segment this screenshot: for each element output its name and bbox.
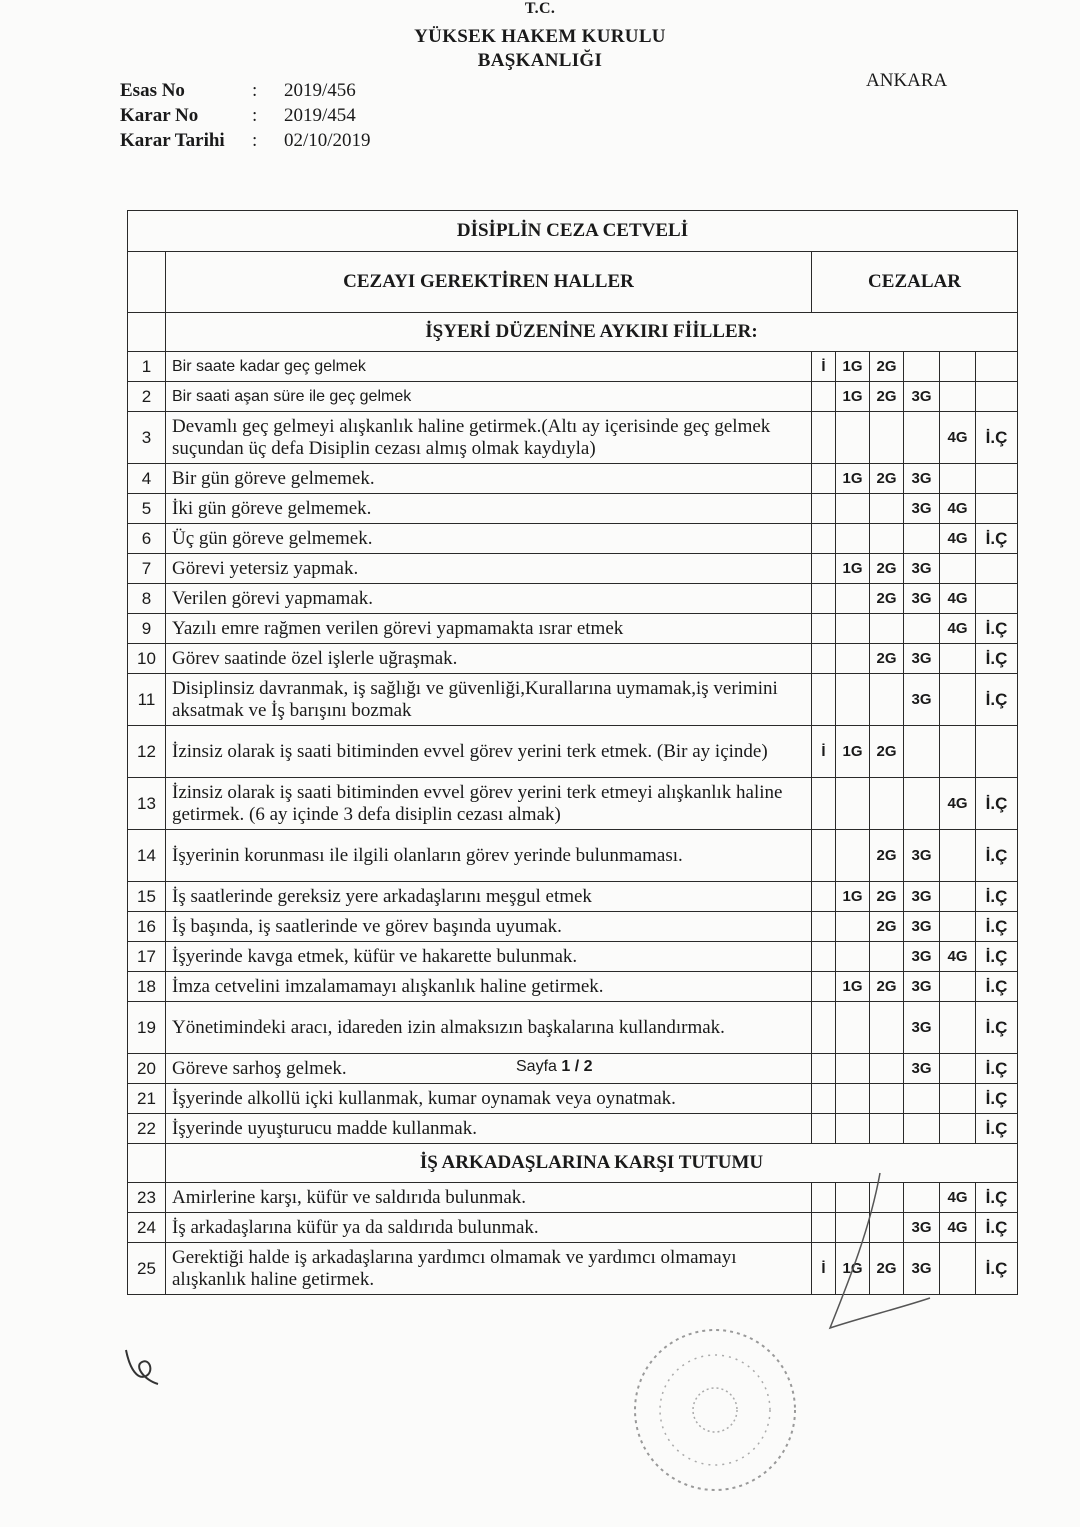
penalty-cell: [976, 554, 1018, 584]
penalty-cell: 2G: [870, 554, 904, 584]
penalty-cell: [940, 644, 976, 674]
penalty-cell: [870, 1002, 904, 1054]
row-number: 24: [128, 1213, 166, 1243]
meta-key: Karar No: [120, 105, 199, 126]
penalty-cell: [904, 352, 940, 382]
penalty-cell: [976, 726, 1018, 778]
row-number: 9: [128, 614, 166, 644]
header-org-line1: YÜKSEK HAKEM KURULU: [414, 26, 666, 47]
penalty-cell: [940, 674, 976, 726]
penalty-cell: 1G: [836, 726, 870, 778]
row-number: 14: [128, 830, 166, 882]
penalty-cell: 4G: [940, 412, 976, 464]
penalty-cell: İ: [812, 726, 836, 778]
row-number: 10: [128, 644, 166, 674]
penalty-cell: [940, 1114, 976, 1144]
penalty-cell: [870, 412, 904, 464]
table-row: [128, 644, 1018, 674]
penalty-cell: [870, 674, 904, 726]
penalty-cell: İ.Ç: [976, 972, 1018, 1002]
penalty-cell: [836, 912, 870, 942]
row-description: İş saatlerinde gereksiz yere arkadaşlarını meşgul etmek: [166, 882, 812, 912]
penalty-cell: 1G: [836, 382, 870, 412]
penalty-cell: [836, 1084, 870, 1114]
penalty-cell: [940, 464, 976, 494]
table-title: DİSİPLİN CEZA CETVELİ: [128, 211, 1018, 252]
table-row: [128, 1002, 1018, 1054]
row-number: 12: [128, 726, 166, 778]
penalty-cell: İ.Ç: [976, 644, 1018, 674]
penalty-cell: [940, 726, 976, 778]
row-description: Göreve sarhoş gelmek.: [166, 1054, 812, 1084]
penalty-cell: [870, 778, 904, 830]
penalty-cell: 4G: [940, 614, 976, 644]
row-description: Bir saati aşan süre ile geç gelmek: [166, 382, 812, 412]
row-number: 22: [128, 1114, 166, 1144]
row-description: Yazılı emre rağmen verilen görevi yapmamakta ısrar etmek: [166, 614, 812, 644]
row-description: Bir gün göreve gelmemek.: [166, 464, 812, 494]
table-row: [128, 912, 1018, 942]
penalty-cell: 3G: [904, 584, 940, 614]
row-number: 25: [128, 1243, 166, 1295]
penalty-cell: 3G: [904, 830, 940, 882]
row-description: İş başında, iş saatlerinde ve görev başında uyumak.: [166, 912, 812, 942]
penalty-cell: 3G: [904, 912, 940, 942]
penalty-cell: [870, 614, 904, 644]
penalty-cell: [836, 584, 870, 614]
penalty-cell: [904, 1114, 940, 1144]
penalty-cell: [812, 1054, 836, 1084]
table-row: [128, 524, 1018, 554]
penalty-cell: [812, 1084, 836, 1114]
penalty-cell: [836, 674, 870, 726]
penalty-cell: 3G: [904, 644, 940, 674]
penalty-cell: 1G: [836, 972, 870, 1002]
penalty-cell: [812, 1002, 836, 1054]
penalty-cell: 4G: [940, 494, 976, 524]
row-number: 17: [128, 942, 166, 972]
penalty-cell: 2G: [870, 726, 904, 778]
row-description: Verilen görevi yapmamak.: [166, 584, 812, 614]
penalty-cell: 2G: [870, 882, 904, 912]
penalty-cell: 2G: [870, 352, 904, 382]
penalty-cell: 2G: [870, 912, 904, 942]
table-row: [128, 778, 1018, 830]
penalty-cell: 1G: [836, 352, 870, 382]
penalty-cell: İ.Ç: [976, 882, 1018, 912]
penalty-cell: [836, 1114, 870, 1144]
table-row: [128, 882, 1018, 912]
penalty-cell: 3G: [904, 972, 940, 1002]
penalty-cell: [836, 830, 870, 882]
table-row: [128, 674, 1018, 726]
penalty-cell: İ.Ç: [976, 912, 1018, 942]
penalty-cell: İ: [812, 1243, 836, 1295]
penalty-cell: 3G: [904, 674, 940, 726]
penalty-cell: 3G: [904, 464, 940, 494]
penalty-cell: İ.Ç: [976, 674, 1018, 726]
penalty-cell: [904, 726, 940, 778]
row-description: İş arkadaşlarına küfür ya da saldırıda bulunmak.: [166, 1213, 812, 1243]
row-number: 16: [128, 912, 166, 942]
meta-value: 2019/454: [284, 105, 356, 126]
penalty-cell: 1G: [836, 882, 870, 912]
penalty-cell: [812, 1114, 836, 1144]
penalty-cell: 3G: [904, 1054, 940, 1084]
penalty-cell: [836, 614, 870, 644]
row-number: 21: [128, 1084, 166, 1114]
row-description: Amirlerine karşı, küfür ve saldırıda bulunmak.: [166, 1183, 812, 1213]
penalty-cell: [836, 644, 870, 674]
penalty-cell: [812, 584, 836, 614]
penalty-cell: [940, 1002, 976, 1054]
penalty-cell: 2G: [870, 382, 904, 412]
penalty-cell: İ.Ç: [976, 1114, 1018, 1144]
penalty-cell: [940, 1084, 976, 1114]
penalty-cell: [836, 494, 870, 524]
row-number: 4: [128, 464, 166, 494]
penalty-cell: 1G: [836, 1243, 870, 1295]
row-description: İşyerinde alkollü içki kullanmak, kumar oynamak veya oynatmak.: [166, 1084, 812, 1114]
table-row: [128, 830, 1018, 882]
penalty-cell: [976, 584, 1018, 614]
row-number: 19: [128, 1002, 166, 1054]
meta-value: 02/10/2019: [284, 130, 371, 151]
penalty-cell: 3G: [904, 882, 940, 912]
row-number: 5: [128, 494, 166, 524]
row-description: İki gün göreve gelmemek.: [166, 494, 812, 524]
penalty-cell: 2G: [870, 972, 904, 1002]
table-row: [128, 494, 1018, 524]
initials-signature: [116, 1340, 166, 1390]
penalty-cell: [870, 524, 904, 554]
table-row: [128, 382, 1018, 412]
official-seal: [625, 1320, 805, 1500]
penalty-cell: [812, 882, 836, 912]
penalty-cell: [940, 1054, 976, 1084]
penalty-cell: [904, 412, 940, 464]
header-tc: T.C.: [524, 0, 556, 17]
penalty-cell: [904, 778, 940, 830]
penalty-cell: İ.Ç: [976, 412, 1018, 464]
penalty-cell: [812, 382, 836, 412]
penalty-cell: İ.Ç: [976, 1002, 1018, 1054]
penalty-cell: [812, 972, 836, 1002]
penalty-cell: 3G: [904, 1002, 940, 1054]
penalty-cell: [940, 972, 976, 1002]
penalty-cell: [976, 352, 1018, 382]
section-colleague-conduct: İŞ ARKADAŞLARINA KARŞI TUTUMU: [166, 1144, 1018, 1183]
penalty-cell: [812, 912, 836, 942]
section-workplace-order: İŞYERİ DÜZENİNE AYKIRI FİİLLER:: [166, 313, 1018, 352]
row-description: Görev saatinde özel işlerle uğraşmak.: [166, 644, 812, 674]
penalty-cell: İ.Ç: [976, 1084, 1018, 1114]
penalty-cell: [812, 464, 836, 494]
row-number: 15: [128, 882, 166, 912]
penalty-cell: 4G: [940, 584, 976, 614]
row-description: İzinsiz olarak iş saati bitiminden evvel görev yerini terk etmeyi alışkanlık haline getirmek. (6 ay içinde 3 defa disiplin cezası almak): [166, 778, 812, 830]
penalty-cell: 3G: [904, 382, 940, 412]
row-number: 18: [128, 972, 166, 1002]
penalty-cell: [836, 412, 870, 464]
penalty-cell: [836, 778, 870, 830]
row-description: İşyerinin korunması ile ilgili olanların görev yerinde bulunmaması.: [166, 830, 812, 882]
penalty-cell: 4G: [940, 524, 976, 554]
table-row: [128, 352, 1018, 382]
row-description: Gerektiği halde iş arkadaşlarına yardımcı olmamak ve yardımcı olmamayı alışkanlık haline getirmek.: [166, 1243, 812, 1295]
row-number: 23: [128, 1183, 166, 1213]
penalty-cell: [870, 1054, 904, 1084]
table-row: [128, 942, 1018, 972]
penalty-cell: İ.Ç: [976, 614, 1018, 644]
row-description: Görevi yetersiz yapmak.: [166, 554, 812, 584]
case-meta: Esas No : 2019/456 Karar No : 2019/454 Karar Tarihi : 02/10/2019: [120, 80, 371, 151]
penalty-cell: İ.Ç: [976, 1213, 1018, 1243]
table-row: [128, 726, 1018, 778]
penalty-cell: İ.Ç: [976, 1183, 1018, 1213]
meta-key: Karar Tarihi: [120, 130, 225, 151]
penalty-cell: [812, 942, 836, 972]
penalty-cell: 4G: [940, 778, 976, 830]
penalty-cell: [870, 494, 904, 524]
row-description: İşyerinde uyuşturucu madde kullanmak.: [166, 1114, 812, 1144]
penalty-cell: 3G: [904, 942, 940, 972]
penalty-cell: [870, 1114, 904, 1144]
penalty-cell: [812, 674, 836, 726]
penalty-cell: 3G: [904, 554, 940, 584]
row-number: 20: [128, 1054, 166, 1084]
penalty-cell: İ.Ç: [976, 524, 1018, 554]
table-row: [128, 464, 1018, 494]
row-number: 2: [128, 382, 166, 412]
table-row: [128, 412, 1018, 464]
penalty-cell: İ.Ç: [976, 830, 1018, 882]
penalty-cell: [940, 830, 976, 882]
penalty-cell: 2G: [870, 644, 904, 674]
penalty-cell: [940, 352, 976, 382]
table-row: [128, 614, 1018, 644]
row-description: Disiplinsiz davranmak, iş sağlığı ve güvenliği,Kurallarına uymamak,iş verimini aksatmak ve İş barışını bozmak: [166, 674, 812, 726]
penalty-table: [127, 210, 1018, 1295]
table-row: [128, 554, 1018, 584]
penalty-cell: [940, 882, 976, 912]
penalty-cell: 3G: [904, 494, 940, 524]
row-description: İmza cetvelini imzalamamayı alışkanlık haline getirmek.: [166, 972, 812, 1002]
meta-key: Esas No: [120, 80, 185, 101]
penalty-cell: [836, 524, 870, 554]
row-number: 7: [128, 554, 166, 584]
row-description: Bir saate kadar geç gelmek: [166, 352, 812, 382]
penalty-cell: [812, 614, 836, 644]
penalty-cell: [836, 942, 870, 972]
penalty-cell: [812, 644, 836, 674]
meta-value: 2019/456: [284, 80, 356, 101]
penalty-cell: [812, 830, 836, 882]
row-number: 11: [128, 674, 166, 726]
penalty-cell: [904, 1084, 940, 1114]
penalty-cell: [976, 382, 1018, 412]
col-header-penalties: CEZALAR: [812, 252, 1018, 313]
penalty-cell: [812, 554, 836, 584]
penalty-cell: [812, 412, 836, 464]
row-number: 8: [128, 584, 166, 614]
penalty-cell: [976, 464, 1018, 494]
table-row: [128, 1084, 1018, 1114]
penalty-cell: İ.Ç: [976, 942, 1018, 972]
penalty-cell: [836, 1054, 870, 1084]
handwritten-stroke: [820, 1168, 950, 1378]
table-row: [128, 1114, 1018, 1144]
row-number: 13: [128, 778, 166, 830]
penalty-cell: 4G: [940, 942, 976, 972]
penalty-cell: [870, 942, 904, 972]
penalty-cell: [812, 494, 836, 524]
penalty-cell: [812, 524, 836, 554]
table-row: [128, 584, 1018, 614]
penalty-cell: [812, 778, 836, 830]
row-number: 1: [128, 352, 166, 382]
page-number: Sayfa 1 / 2: [516, 1058, 593, 1075]
row-number: 6: [128, 524, 166, 554]
row-description: Devamlı geç gelmeyi alışkanlık haline getirmek.(Altı ay içerisinde geç gelmek suçundan üç defa Disiplin cezası almış olmak kaydıyla): [166, 412, 812, 464]
penalty-cell: 1G: [836, 464, 870, 494]
penalty-cell: [940, 554, 976, 584]
penalty-cell: 2G: [870, 464, 904, 494]
row-description: İşyerinde kavga etmek, küfür ve hakarette bulunmak.: [166, 942, 812, 972]
penalty-cell: 3G: [904, 1213, 940, 1243]
penalty-cell: İ: [812, 352, 836, 382]
penalty-cell: [940, 382, 976, 412]
penalty-cell: 1G: [836, 554, 870, 584]
penalty-cell: İ.Ç: [976, 778, 1018, 830]
penalty-cell: 4G: [940, 1213, 976, 1243]
row-description: Yönetimindeki aracı, idareden izin almaksızın başkalarına kullandırmak.: [166, 1002, 812, 1054]
row-description: İzinsiz olarak iş saati bitiminden evvel görev yerini terk etmek. (Bir ay içinde): [166, 726, 812, 778]
penalty-cell: 2G: [870, 584, 904, 614]
penalty-cell: 3G: [904, 1243, 940, 1295]
penalty-cell: 2G: [870, 1243, 904, 1295]
penalty-cell: [904, 524, 940, 554]
row-number: 3: [128, 412, 166, 464]
penalty-cell: [870, 1084, 904, 1114]
penalty-cell: [904, 614, 940, 644]
penalty-cell: [836, 1002, 870, 1054]
penalty-cell: 2G: [870, 830, 904, 882]
penalty-cell: İ.Ç: [976, 1054, 1018, 1084]
col-header-cases: CEZAYI GEREKTİREN HALLER: [166, 252, 812, 313]
penalty-cell: İ.Ç: [976, 1243, 1018, 1295]
penalty-cell: [940, 912, 976, 942]
header-org-line2: BAŞKANLIĞI: [477, 50, 603, 71]
penalty-cell: [976, 494, 1018, 524]
penalty-cell: 4G: [940, 1183, 976, 1213]
header-city: ANKARA: [866, 70, 948, 91]
table-row: [128, 972, 1018, 1002]
row-description: Üç gün göreve gelmemek.: [166, 524, 812, 554]
